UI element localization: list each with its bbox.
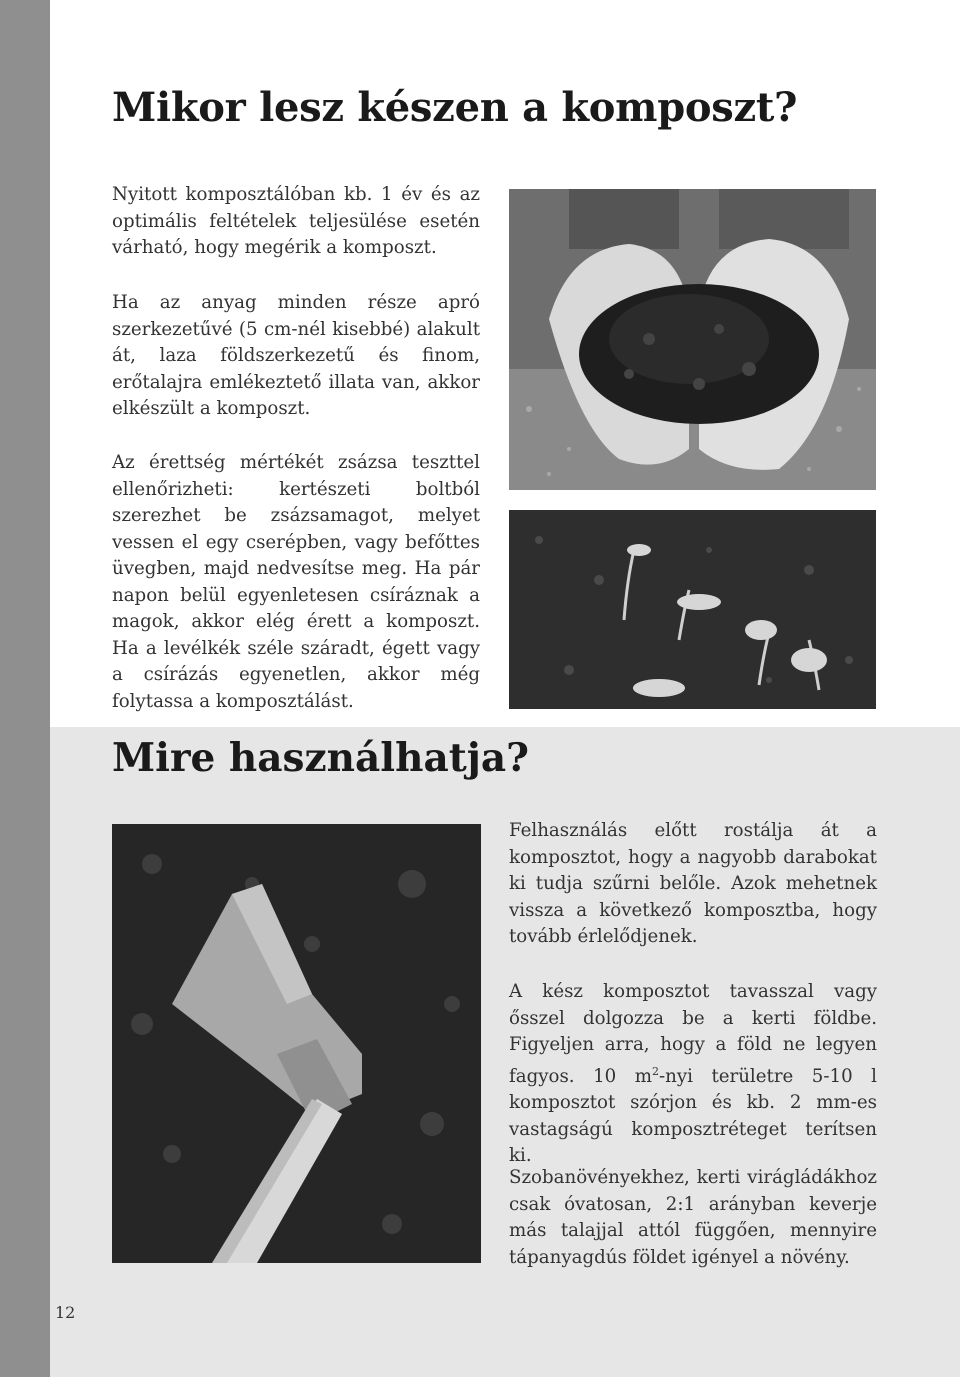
page-title: Mikor lesz készen a komposzt?: [112, 84, 798, 131]
right-paragraph-2-part-a: A kész komposztot tavasszal vagy ősszel dolgozza be a kerti földbe. Figyeljen arra, hogy a föld ne legyen fagyos. 10 m: [509, 981, 877, 1087]
left-paragraph-1-text: Nyitott komposztálóban kb. 1 év és az optimális feltételek teljesülése esetén várható, hogy megérik a komposzt.: [112, 184, 480, 258]
right-paragraph-1: [509, 818, 877, 951]
left-paragraph-1: [112, 182, 480, 262]
left-margin-bar-fill: [0, 0, 50, 1377]
photo-hands-with-compost: [509, 189, 876, 490]
photo-cress-seedlings: [509, 510, 876, 709]
right-paragraph-3: [509, 1165, 877, 1271]
left-paragraph-3: [112, 450, 480, 715]
left-paragraph-2-text: Ha az anyag minden része apró szerkezetűvé (5 cm-nél kisebbé) alakult át, laza földszerkezetű és finom, erőtalajra emlékeztető illata van, akkor elkészült a komposzt.: [112, 292, 480, 419]
left-paragraph-2: [112, 290, 480, 423]
right-paragraph-1-text: Felhasználás előtt rostálja át a komposztot, hogy a nagyobb darabokat ki tudja szűrni belőle. Azok mehetnek vissza a következő komposztba, hogy tovább érlelődjenek.: [509, 820, 877, 947]
right-paragraph-2-part-b: -nyi területre 5-10 l komposztot szórjon és kb. 2 mm-es vastagságú komposztréteget terítsen ki.: [509, 1065, 877, 1167]
left-margin-bar: [0, 0, 50, 1377]
photo-shovel-in-soil: [112, 824, 481, 1263]
right-paragraph-2: [509, 979, 877, 1170]
left-paragraph-3-text: Az érettség mértékét zsázsa teszttel ellenőrizheti: kertészeti boltból szerezhet be zsázsamagot, melyet vessen el egy cserépben, vagy befőttes üvegben, majd nedvesítse meg. Ha pár napon belül egyenletesen csíráznak a magok, akkor elég érett a komposzt. Ha a levélkék széle száradt, égett vagy a csírázás egyenetlen, akkor még folytassa a komposztálást.: [112, 452, 480, 712]
square-meter-superscript: 2: [651, 1064, 659, 1078]
right-paragraph-2-text: [509, 979, 877, 1170]
section-title: Mire használhatja?: [112, 735, 529, 781]
right-paragraph-3-text: Szobanövényekhez, kerti virágládákhoz csak óvatosan, 2:1 arányban keverje más talajjal attól függően, mennyire tápanyagdús földet igényel a növény.: [509, 1167, 877, 1268]
page-number: 12: [55, 1303, 76, 1322]
